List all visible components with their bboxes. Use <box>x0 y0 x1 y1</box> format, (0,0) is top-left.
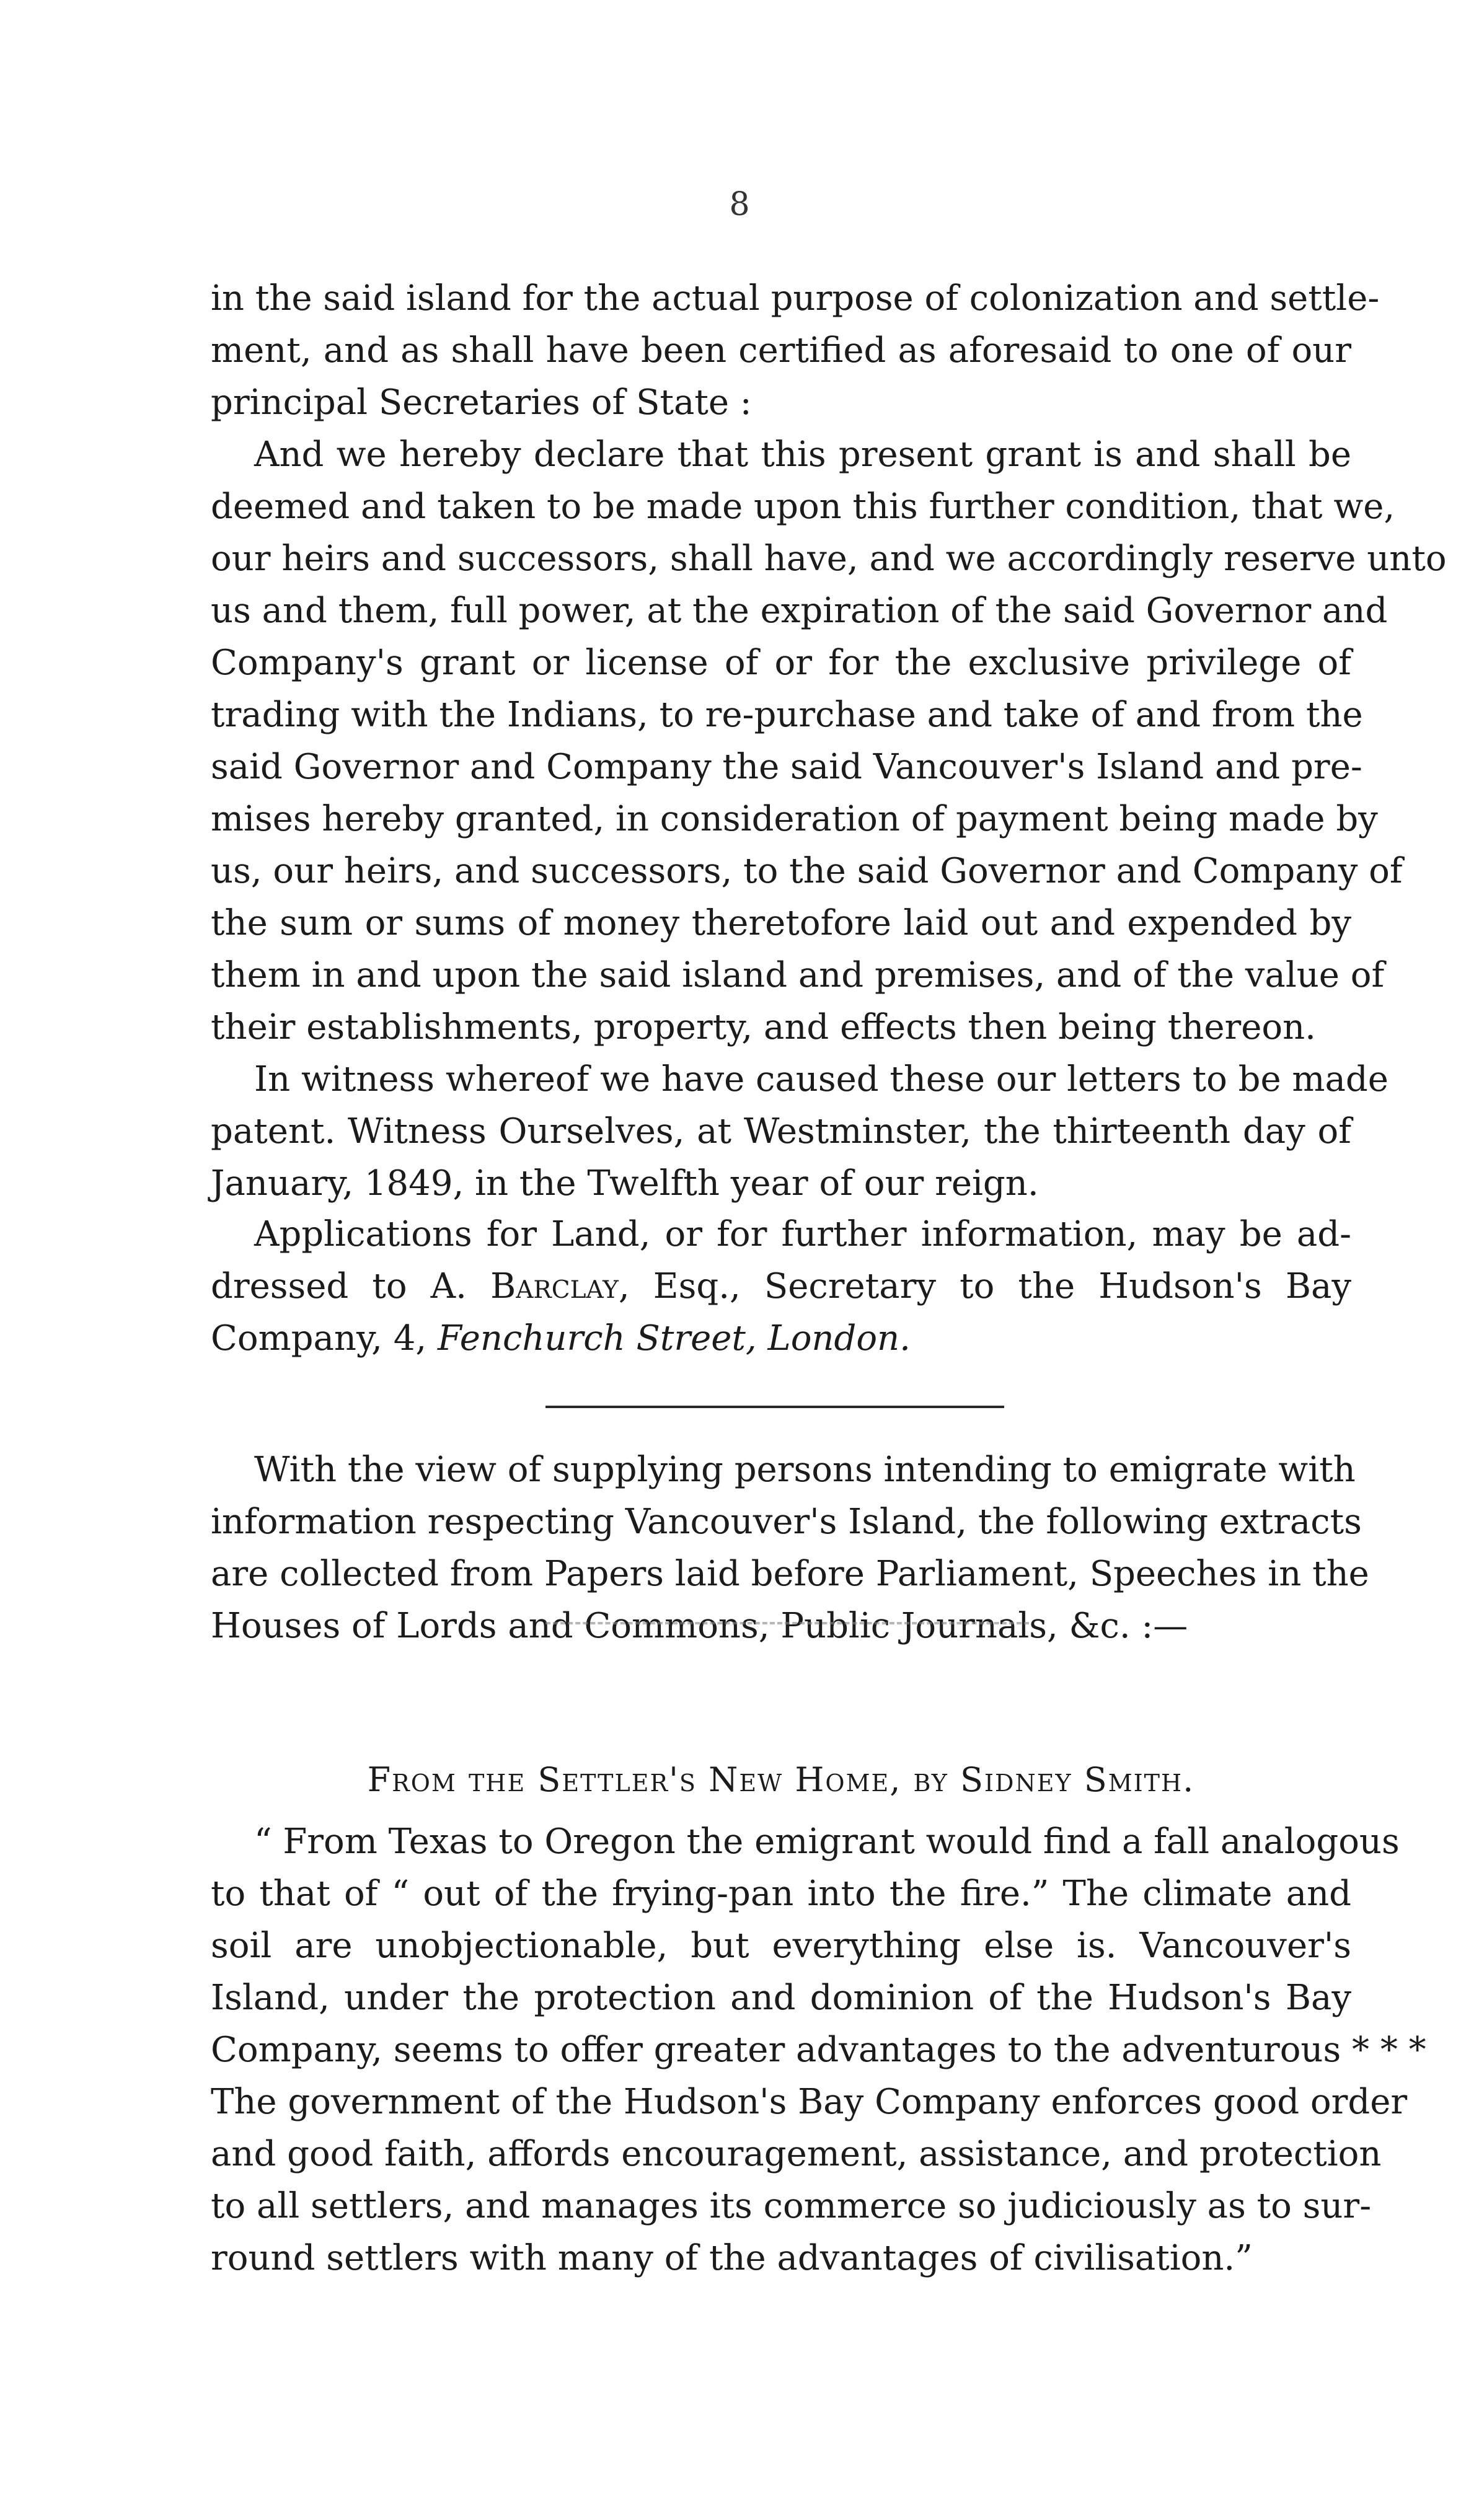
grant-paragraph <box>211 273 1447 1210</box>
text-line: to all settlers, and manages its commerce so judiciously as to sur- <box>211 2186 1372 2226</box>
text-line <box>211 1313 1351 1365</box>
text-line: Houses of Lords and Commons, Public Journals, &c. :— <box>211 1606 1188 1646</box>
text-line: are collected from Papers laid before Parliament, Speeches in the <box>211 1554 1369 1594</box>
section-divider <box>545 1406 1004 1408</box>
text-line: the sum or sums of money theretofore laid out and expended by <box>211 903 1351 943</box>
text-line: Company's grant or license of or for the exclusive privilege of <box>211 643 1351 683</box>
text-line: soil are unobjectionable, but everything else is. Vancouver's <box>211 1926 1351 1966</box>
text-segment: dressed to A. <box>211 1266 491 1306</box>
text-segment: Company, 4, <box>211 1318 438 1359</box>
company-address: Fenchurch Street, London. <box>438 1318 911 1359</box>
secretary-name: Barclay <box>490 1266 619 1306</box>
text-line: mises hereby granted, in consideration of payment being made by <box>211 799 1378 839</box>
text-segment: , Esq., Secretary to the Hudson's Bay <box>618 1266 1351 1306</box>
text-line: and good faith, affords encouragement, assistance, and protection <box>211 2134 1382 2174</box>
intro-paragraph <box>211 1444 1369 1652</box>
extract-heading: From the Settler's New Home, by Sidney Smith. <box>367 1760 1195 1799</box>
text-line: With the view of supplying persons intending to emigrate with <box>254 1450 1356 1490</box>
text-line: trading with the Indians, to re-purchase and take of and from the <box>211 695 1363 735</box>
text-line: Island, under the protection and dominion of the Hudson's Bay <box>211 1978 1351 2018</box>
text-line: us and them, full power, at the expiration of the said Governor and <box>211 591 1388 631</box>
page-number: 8 <box>729 186 750 223</box>
applications-paragraph <box>211 1209 1351 1365</box>
text-line <box>211 1261 1351 1313</box>
text-line: In witness whereof we have caused these our letters to be made <box>254 1059 1388 1099</box>
text-line: round settlers with many of the advantages of civilisation.” <box>211 2238 1253 2278</box>
text-line: their establishments, property, and effects then being thereon. <box>211 1007 1316 1047</box>
text-line: to that of “ out of the frying-pan into the fire.” The climate and <box>211 1874 1351 1914</box>
text-line: January, 1849, in the Twelfth year of our reign. <box>211 1163 1039 1204</box>
text-line: said Governor and Company the said Vancouver's Island and pre- <box>211 747 1362 787</box>
text-line: in the said island for the actual purpose of colonization and settle- <box>211 278 1380 319</box>
dotted-divider <box>545 1622 1029 1627</box>
extract-paragraph <box>211 1816 1426 2284</box>
text-line: us, our heirs, and successors, to the said Governor and Company of <box>211 851 1403 891</box>
text-line: patent. Witness Ourselves, at Westminster, the thirteenth day of <box>211 1111 1351 1152</box>
text-line: Company, seems to offer greater advantages to the adventurous * * * <box>211 2030 1426 2070</box>
text-line: The government of the Hudson's Bay Company enforces good order <box>211 2082 1408 2122</box>
text-line: “ From Texas to Oregon the emigrant would find a fall analogous <box>254 1822 1400 1862</box>
text-line: ment, and as shall have been certified as aforesaid to one of our <box>211 330 1351 371</box>
text-line: And we hereby declare that this present grant is and shall be <box>254 434 1351 475</box>
text-line: information respecting Vancouver's Island, the following extracts <box>211 1502 1362 1542</box>
text-line: principal Secretaries of State : <box>211 382 752 423</box>
text-line: them in and upon the said island and premises, and of the value of <box>211 955 1385 995</box>
text-line: Applications for Land, or for further information, may be ad- <box>254 1214 1351 1254</box>
text-line: deemed and taken to be made upon this further condition, that we, <box>211 487 1395 527</box>
text-line: our heirs and successors, shall have, and we accordingly reserve unto <box>211 539 1447 579</box>
